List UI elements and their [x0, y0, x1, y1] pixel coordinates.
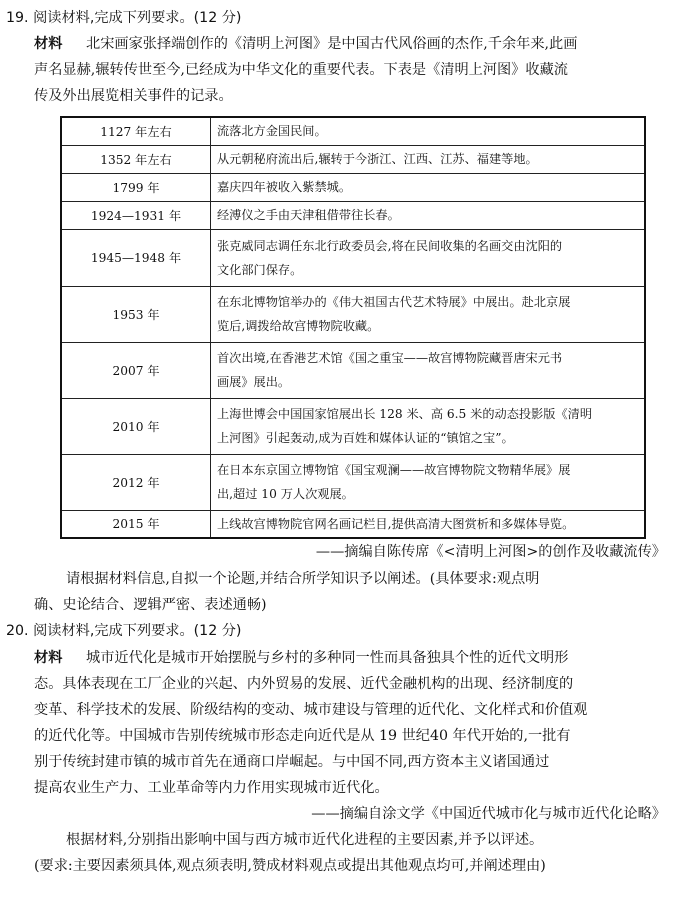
table-row [61, 286, 645, 342]
record-event: 张克威同志调任东北行政委员会,将在民间收集的名画交由沈阳的 文化部门保存。 [211, 229, 646, 286]
q19-question-line-1: 请根据材料信息,自拟一个论题,并结合所学知识予以阐述。(具体要求:观点明 [66, 571, 540, 587]
table-row [61, 454, 645, 510]
record-event: 在东北博物馆举办的《伟大祖国古代艺术特展》中展出。赴北京展 览后,调拨给故宫博物院收藏。 [211, 286, 646, 342]
record-year: 1945—1948 年 [61, 229, 211, 286]
record-event: 首次出境,在香港艺术馆《国之重宝——故宫博物院藏晋唐宋元书 画展》展出。 [211, 342, 646, 398]
q20-question-line-2: (要求:主要因素须具体,观点须表明,赞成材料观点或提出其他观点均可,并阐述理由) [34, 858, 546, 874]
record-event: 上海世博会中国国家馆展出长 128 米、高 6.5 米的动态投影版《清明 上河图》引起轰动,成为百姓和媒体认证的“镇馆之宝”。 [211, 398, 646, 454]
record-year: 2010 年 [61, 398, 211, 454]
collection-records-table [60, 116, 646, 539]
record-year: 2015 年 [61, 510, 211, 538]
record-event: 流落北方金国民间。 [211, 117, 646, 145]
q19-question-line-2: 确、史论结合、逻辑严密、表述通畅) [34, 597, 267, 613]
record-event: 从元朝秘府流出后,辗转于今浙江、江西、江苏、福建等地。 [211, 145, 646, 173]
table-row [61, 117, 645, 145]
q20-paragraph-line-1: 城市近代化是城市开始摆脱与乡村的多种同一性而具备独具个性的近代文明形 [86, 650, 569, 666]
q19-material-label: 材料 [34, 36, 63, 52]
record-year: 1352 年左右 [61, 145, 211, 173]
q19-intro-line-1: 北宋画家张择端创作的《清明上河图》是中国古代风俗画的杰作,千余年来,此画 [86, 36, 578, 52]
q20-paragraph-line-4: 的近代化等。中国城市告别传统城市形态走向近代是从 19 世纪40 年代开始的,一批有 [34, 728, 571, 744]
record-event: 经溥仪之手由天津租借带往长春。 [211, 201, 646, 229]
q19-heading: 19. 阅读材料,完成下列要求。(12 分) [6, 10, 242, 26]
q20-question-line-1: 根据材料,分别指出影响中国与西方城市近代化进程的主要因素,并予以评述。 [66, 832, 544, 848]
table-row [61, 398, 645, 454]
table-row [61, 510, 645, 538]
record-event: 嘉庆四年被收入紫禁城。 [211, 173, 646, 201]
table-row [61, 173, 645, 201]
record-year: 2012 年 [61, 454, 211, 510]
record-year: 2007 年 [61, 342, 211, 398]
q19-intro-line-2: 声名显赫,辗转传世至今,已经成为中华文化的重要代表。下表是《清明上河图》收藏流 [34, 62, 568, 78]
q20-source-citation: ——摘编自涂文学《中国近代城市化与城市近代化论略》 [311, 806, 666, 822]
record-year: 1799 年 [61, 173, 211, 201]
table-row [61, 342, 645, 398]
record-year: 1924—1931 年 [61, 201, 211, 229]
table-row [61, 145, 645, 173]
q19-intro-line-3: 传及外出展览相关事件的记录。 [34, 88, 233, 104]
table-row [61, 201, 645, 229]
record-year: 1127 年左右 [61, 117, 211, 145]
record-event: 上线故宫博物院官网名画记栏目,提供高清大图赏析和多媒体导览。 [211, 510, 646, 538]
table-row [61, 229, 645, 286]
q20-paragraph-line-3: 变革、科学技术的发展、阶级结构的变动、城市建设与管理的近代化、文化样式和价值观 [34, 702, 588, 718]
q19-source-citation: ——摘编自陈传席《<清明上河图>的创作及收藏流传》 [315, 544, 666, 560]
q20-material-label: 材料 [34, 650, 63, 666]
q20-paragraph-line-5: 别于传统封建市镇的城市首先在通商口岸崛起。与中国不同,西方资本主义诸国通过 [34, 754, 550, 770]
q20-paragraph-line-2: 态。具体表现在工厂企业的兴起、内外贸易的发展、近代金融机构的出现、经济制度的 [34, 676, 574, 692]
record-event: 在日本东京国立博物馆《国宝观澜——故宫博物院文物精华展》展 出,超过 10 万人次观展。 [211, 454, 646, 510]
record-year: 1953 年 [61, 286, 211, 342]
q20-paragraph-line-6: 提高农业生产力、工业革命等内力作用实现城市近代化。 [34, 780, 389, 796]
q20-heading: 20. 阅读材料,完成下列要求。(12 分) [6, 623, 242, 639]
